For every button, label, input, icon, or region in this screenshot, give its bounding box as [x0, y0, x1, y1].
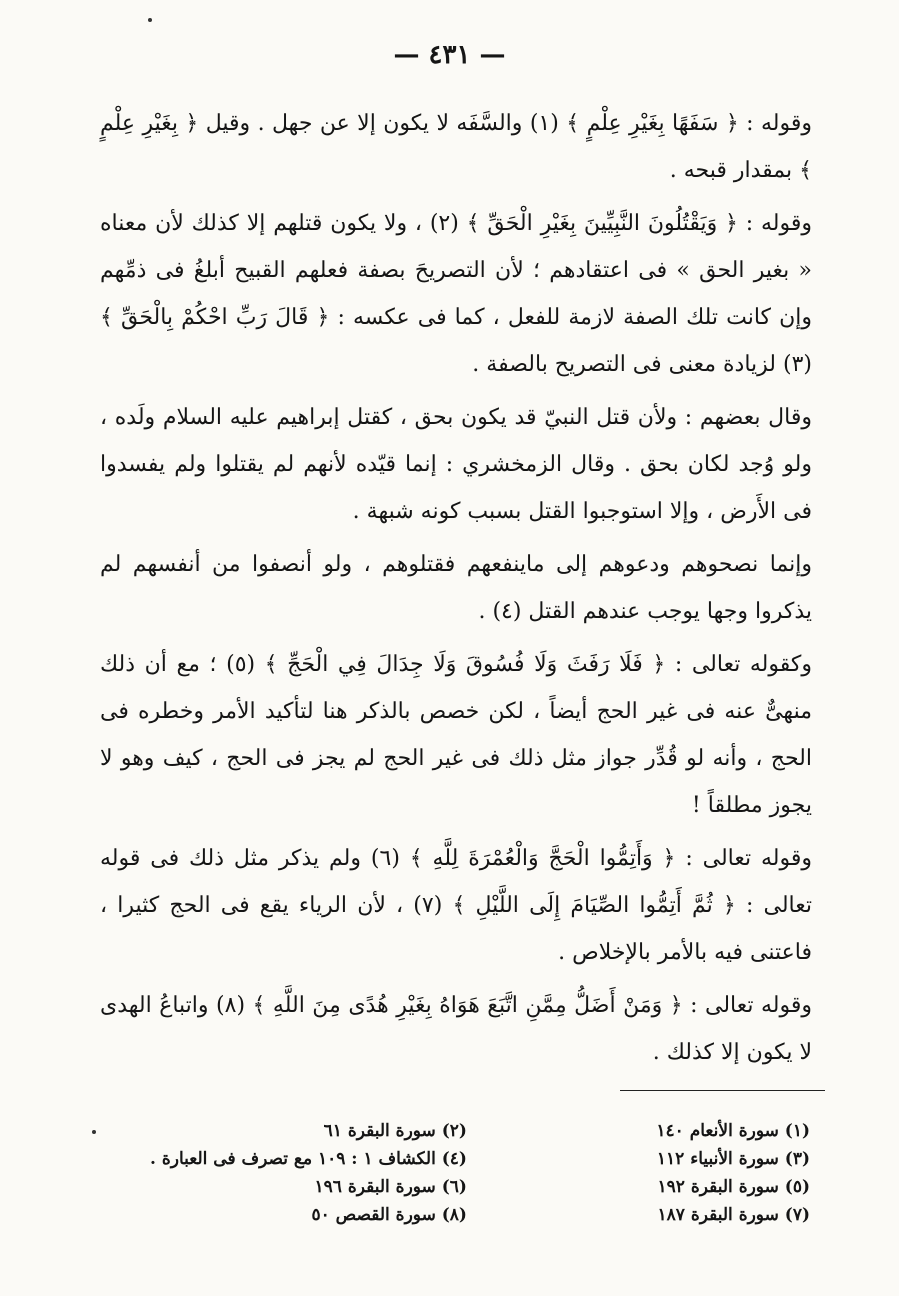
footnote-7: (٧) سورة البقرة ١٨٧ — [657, 1205, 810, 1225]
ink-speck — [92, 1130, 96, 1134]
paragraph-5: وكقوله تعالى : ﴿ فَلَا رَفَثَ وَلَا فُسُوقَ وَلَا جِدَالَ فِي الْحَجِّ ﴾ (٥) ؛ مع أن ذلك منهىٌّ عنه فى غير الحج أيضاً ، لكن خصص بالذكر هنا لتأكيد الأمر وخطره فى الحج ، وأنه لو قُدِّر جواز مثل ذلك فى غير الحج لم يجز فى الحج ، كيف وهو لا يجوز مطلقاً ! — [100, 652, 812, 818]
footnotes — [150, 1118, 810, 1228]
footnote-8: (٨) سورة القصص ٥٠ — [311, 1205, 467, 1225]
footnote-4: (٤) الكشاف ١ : ١٠٩ مع تصرف فى العبارة . — [150, 1149, 467, 1169]
footnote-1: (١) سورة الأنعام ١٤٠ — [656, 1121, 810, 1141]
footnote-6: (٦) سورة البقرة ١٩٦ — [314, 1177, 467, 1197]
footnote-2: (٢) سورة البقرة ٦١ — [323, 1121, 467, 1141]
paragraph-7: وقوله تعالى : ﴿ وَمَنْ أَضَلُّ مِمَّنِ اتَّبَعَ هَوَاهُ بِغَيْرِ هُدًى مِنَ اللَّهِ ﴾ (٨) واتباعُ الهدى لا يكون إلا كذلك . — [100, 993, 812, 1065]
footnote-5: (٥) سورة البقرة ١٩٢ — [657, 1177, 810, 1197]
paragraph-1: وقوله : ﴿ سَفَهًا بِغَيْرِ عِلْمٍ ﴾ (١) والسَّفَه لا يكون إلا عن جهل . وقيل ﴿ بِغَيْرِ عِلْمٍ ﴾ بمقدار قبحه . — [100, 111, 812, 183]
paragraph-2: وقوله : ﴿ وَيَقْتُلُونَ النَّبِيِّينَ بِغَيْرِ الْحَقِّ ﴾ (٢) ، ولا يكون قتلهم إلا كذلك لأن معناه « بغير الحق » فى اعتقادهم ؛ لأن التصريحَ بصفة فعلهم القبيح أبلغُ فى ذمِّهم وإن كانت تلك الصفة لازمة للفعل ، كما فى عكسه : ﴿ قَالَ رَبِّ احْكُمْ بِالْحَقِّ ﴾ (٣) لزيادة معنى فى التصريح بالصفة . — [100, 211, 812, 377]
page-number: — ٤٣١ — — [393, 40, 506, 70]
footnote-divider — [620, 1090, 825, 1091]
paragraph-6: وقوله تعالى : ﴿ وَأَتِمُّوا الْحَجَّ وَالْعُمْرَةَ لِلَّهِ ﴾ (٦) ولم يذكر مثل ذلك فى قوله تعالى : ﴿ ثُمَّ أَتِمُّوا الصِّيَامَ إِلَى اللَّيْلِ ﴾ (٧) ، لأن الرياء يقع فى الحج كثيرا ، فاعتنى فيه بالأمر بالإخلاص . — [100, 846, 812, 965]
paragraph-3: وقال بعضهم : ولأن قتل النبيّ قد يكون بحق ، كقتل إبراهيم عليه السلام ولَده ، ولو وُجد لكان بحق . وقال الزمخشري : إنما قيّده لأنهم لم يقتلوا ولم يفسدوا فى الأَرض ، وإلا استوجبوا القتل بسبب كونه شبهة . — [100, 405, 812, 524]
ink-speck — [148, 18, 152, 22]
main-text — [100, 100, 812, 1082]
paragraph-4: وإنما نصحوهم ودعوهم إلى ماينفعهم فقتلوهم ، ولو أنصفوا من أنفسهم لم يذكروا وجها يوجب عندهم القتل (٤) . — [100, 552, 812, 624]
footnote-3: (٣) سورة الأنبياء ١١٢ — [656, 1149, 810, 1169]
